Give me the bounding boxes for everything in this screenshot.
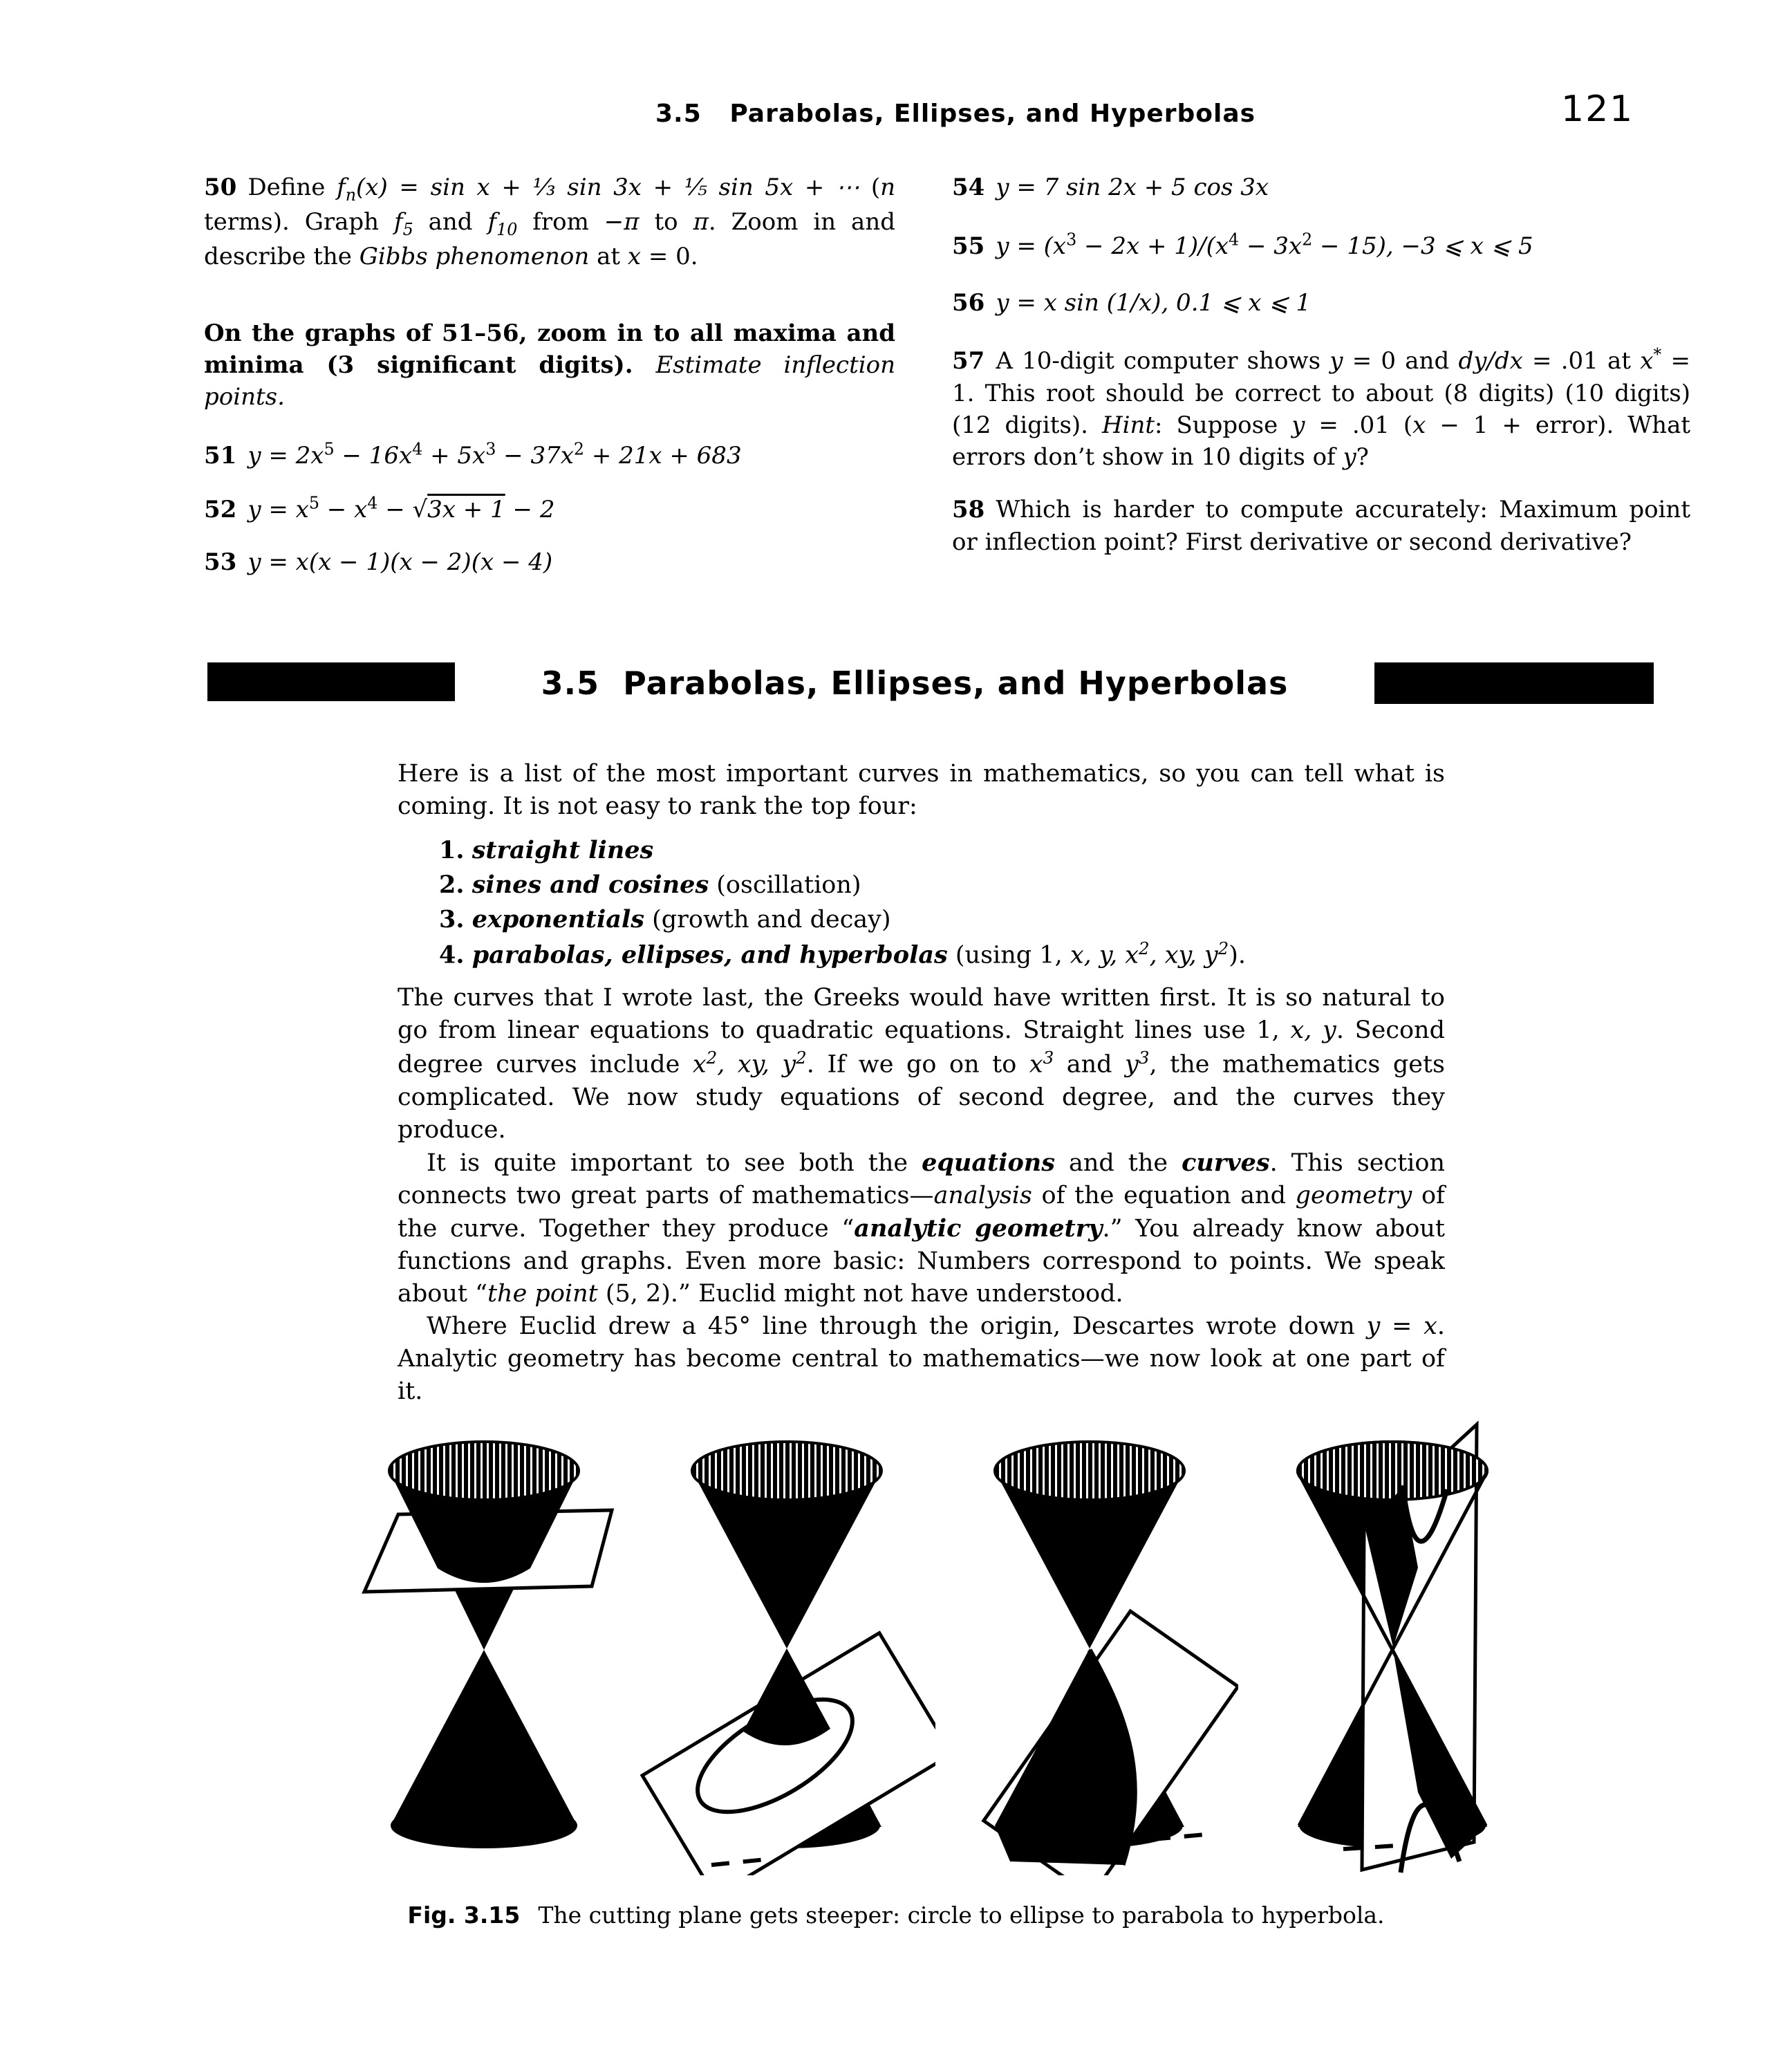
banner-bar-right [1374,662,1654,704]
caption-label: Fig. 3.15 [407,1902,521,1929]
lower-cone [391,1650,577,1826]
intro-paragraph: Here is a list of the most important curves in mathematics, so you can tell what is coming. It is not easy to rank the top four: [398,760,1445,821]
paragraph-euclid-descartes: Where Euclid drew a 45° line through the origin, Descartes wrote down y = x. Analytic geometry has become central to mathematics—we now look at one part of it. [398,1312,1445,1406]
cone-opening-front [1298,1442,1487,1500]
exercise-body: y = 7 sin 2x + 5 cos 3x [996,174,1269,201]
caption-text: The cutting plane gets steeper: circle to ellipse to parabola to hyperbola. [538,1902,1385,1929]
figure-caption [0,1902,1792,1929]
exercises-left-column [204,171,895,579]
exercise-number: 52 [204,496,237,524]
exercise-instruction [204,317,895,414]
section-heading-banner [207,661,1654,705]
exercise-number: 54 [952,174,985,201]
cone-base [391,1803,577,1848]
section-heading: 3.5 Parabolas, Ellipses, and Hyperbolas [541,665,1289,702]
exercise-body: Which is harder to compute accurately: Maximum point or inflection point? First derivative or second derivative? [952,496,1690,556]
exercise-body: $y = 2x^5 - 16x^4 + 5x^3 - 37x^2 + 21x + 683$ [248,439,742,470]
section-body [398,758,1445,1409]
paragraph-greeks: The curves that I wrote last, the Greeks would have written first. It is so natural to go from linear equations to quadratic equations. Straight lines use 1, x, y. Second degree curves include $x^2$, xy, $y^2$. If we go on to $x^3$ and $y^3$, the mathematics gets complicated. We now study equations of second degree, and the curves they produce. [398,984,1445,1144]
exercise-50 [204,171,895,273]
exercise-number: 57 [952,347,985,375]
exercise-body: $y = x^5 - x^4 - √3x + 1 - 2$ [248,493,555,524]
apex-wedge [454,1589,514,1650]
exercises-right-column [952,171,1690,579]
exercise-number: 50 [204,174,237,201]
exercise-54 [952,171,1690,203]
exercise-body: y = x(x − 1)(x − 2)(x − 4) [248,548,553,577]
cone-diagram-circle [335,1419,633,1875]
cone-opening [692,1442,881,1500]
list-item-sines-cosines: 2. sines and cosines (oscillation) [439,871,861,900]
cone-diagram-ellipse [638,1419,935,1875]
exercise-body: $y = (x^3 - 2x + 1)/(x^4 - 3x^2 - 15)$, −3 ⩽ x ⩽ 5 [996,230,1533,260]
cone-opening [389,1442,579,1500]
list-item-parabolas: 4. parabolas, ellipses, and hyperbolas (using 1, x, y, $x^2$, xy, $y^2$). [439,938,1247,969]
banner-bar-left [207,662,455,701]
cones-figure [335,1419,1559,1875]
exercise-number: 53 [204,548,237,577]
exercise-number: 58 [952,496,985,524]
exercise-53 [204,546,895,578]
exercises-section [204,171,1690,579]
cone-opening [995,1442,1184,1500]
exercise-51 [204,438,895,472]
exercise-55 [952,228,1690,262]
list-item-straight-lines: 1. straight lines [439,836,654,865]
paragraph-analytic-geometry: It is quite important to see both the equations and the curves. This section connects two great parts of mathematics—analysis of the equation and geometry of the curve. Together they produce “analytic geometry.” You already know about functions and graphs. Even more basic: Numbers correspond to points. We speak about “the point (5, 2).” Euclid might not have understood. [398,1149,1445,1308]
exercise-body: y = x sin (1/x), 0.1 ⩽ x ⩽ 1 [996,288,1312,317]
exercise-58 [952,494,1690,557]
exercise-number: 51 [204,441,237,470]
running-head [0,89,1792,144]
exercise-56 [952,287,1690,319]
exercise-body: Define $f_n(x) = \sin x$ + ⅓ sin 3x + ⅕ sin 5x + ⋯ (n terms). Graph $f_5$ and $f_{10}$ from −π to π. Zoom in and describe the Gibbs phenomenon at x = 0. [204,174,895,271]
page-number: 121 [1561,89,1634,130]
curve-list [398,834,1445,972]
exercise-number: 55 [952,232,985,260]
cone-diagram-parabola [941,1419,1238,1875]
list-item-exponentials: 3. exponentials (growth and decay) [439,905,891,934]
exercise-body: A 10-digit computer shows y = 0 and dy/dx = .01 at x* = 1. This root should be correct to about (8 digits) (10 digits) (12 digits). Hint: Suppose y = .01 (x − 1 + error). What errors don’t show in 10 digits of y? [952,345,1691,472]
running-head-title: 3.5 Parabolas, Ellipses, and Hyperbolas [655,100,1256,128]
exercise-57 [952,344,1690,473]
instruction-text: On the graphs of 51–56, zoom in to all maxima and minima (3 significant digits). Estimate inflection points. [204,319,895,411]
cone-diagram-hyperbola [1244,1419,1541,1875]
exercise-number: 56 [952,288,985,317]
exercise-52 [204,492,895,526]
